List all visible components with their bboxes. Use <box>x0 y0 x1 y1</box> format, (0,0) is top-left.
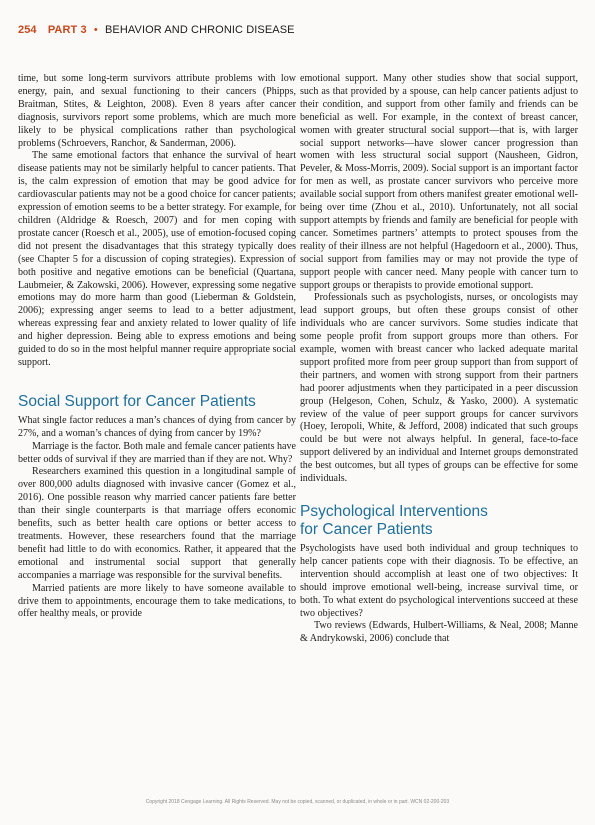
paragraph: What single factor reduces a man’s chances of dying from cancer by 27%, and a woman’s chances of dying from cancer by 19%? <box>18 414 296 439</box>
paragraph: Researchers examined this question in a longitudinal sample of over 800,000 adults diagnosed with invasive cancer (Gomez et al., 2016). One possible reason why married cancer patients fare better than their single counterparts is that marriage offers economic benefits, such as better health care options or better access to treatments. However, these researchers found that the marriage benefit had little to do with economics. Rather, it appeared that the emotional and instrumental social support that generally accompanies a marriage was responsible for the survival benefits. <box>18 466 296 581</box>
part-label: PART 3 <box>47 24 87 36</box>
section-heading-social-support: Social Support for Cancer Patients <box>18 392 256 410</box>
paragraph: Two reviews (Edwards, Hulbert-Williams, & Neal, 2008; Manne & Andrykowski, 2006) conclude that <box>300 620 578 645</box>
running-head <box>18 24 295 36</box>
page-number: 254 <box>18 24 37 36</box>
paragraph: emotional support. Many other studies show that social support, such as that provided by a spouse, can help cancer patients adjust to their condition, and support from other family and friends can be beneficial as well. For example, in the context of breast cancer, women with greater structural social support—that is, with larger social support networks—have slower cancer progression than women with less structural social support (Nausheen, Gidron, Peveler, & Moss-Morris, 2009). Social support is an important factor for men as well, as prostate cancer survivors who perceive more available social support from others manifest greater emotional well-being over time (Zhou et al., 2010). Unfortunately, not all social support attempts by friends and family are beneficial for people with cancer. Sometimes partners’ attempts to protect spouses from the reality of their illness are not helpful (Hagedoorn et al., 2000). Thus, social support from families may or may not provide the type of support people with cancer need. Many people with cancer turn to support groups or therapists to provide emotional support. <box>300 73 578 291</box>
paragraph: Married patients are more likely to have someone available to drive them to appointments, encourage them to take medications, to offer healthy meals, or provide <box>18 582 296 620</box>
section-heading-psychological-interventions: Psychological Interventions for Cancer Patients <box>300 503 488 538</box>
paragraph: Psychologists have used both individual and group techniques to help cancer patients cope with their diagnosis. To be effective, an intervention should accomplish at least one of two objectives: It should improve emotional well-being, increase survival time, or both. To what extent do psychological interventions succeed at these two objectives? <box>300 543 578 619</box>
paragraph: Professionals such as psychologists, nurses, or oncologists may lead support groups, but often these groups consist of other individuals who are cancer survivors. Some studies indicate that some people profit from support groups more than others. For example, women with breast cancer who lacked adequate marital support profited more from peer group support than from support of their partners, and women with strong support from their partners had poorer adjustments when they participated in a peer discussion group (Helgeson, Cohen, Schulz, & Yasko, 2000). A systematic review of the value of peer support groups for cancer survivors (Hoey, Ieropoli, White, & Jefford, 2008) indicated that such groups could be but were not always helpful. In general, face-to-face support delivered by an individual and Internet groups demonstrated the best outcomes, but all types of groups can be effective for some individuals. <box>300 292 578 485</box>
paragraph: time, but some long-term survivors attribute problems with low energy, pain, and sexual functioning to their cancers (Phipps, Braitman, Stites, & Leighton, 2008). Even 8 years after cancer diagnosis, survivors report some problems, which are much more likely to be physical complications rather than psychological problems (Schroevers, Ranchor, & Sanderman, 2006). <box>18 73 296 149</box>
paragraph: The same emotional factors that enhance the survival of heart disease patients may not be similarly helpful to cancer patients. That is, the calm expression of emotion that may be good advice for cardiovascular patients may not be a good choice for cancer patients; expression of emotion seems to be a better strategy. For example, for children (Aldridge & Roesch, 2007) and for men coping with prostate cancer (Roesch et al., 2005), use of emotion-focused coping did not present the disadvantages that this strategy typically does (see Chapter 5 for a discussion of coping strategies). Expression of both positive and negative emotions can be beneficial (Quartana, Laubmeier, & Zakowski, 2006). However, expressing some negative emotions may do more harm than good (Lieberman & Goldstein, 2006); expressing anger seems to lead to a better adjustment, whereas expressing fear and anxiety related to lower quality of life and higher depression. Being able to express emotions and being guided to do so in the most helpful manner require appropriate social support. <box>18 150 296 368</box>
left-column <box>18 73 296 621</box>
copyright-footer: Copyright 2018 Cengage Learning. All Rights Reserved. May not be copied, scanned, or duplicated, in whole or in part. WCN 02-200-203 <box>145 799 450 805</box>
paragraph: Marriage is the factor. Both male and female cancer patients have better odds of survival if they are married than if they are not. Why? <box>18 440 296 465</box>
chapter-title: BEHAVIOR AND CHRONIC DISEASE <box>104 24 295 36</box>
bullet-separator: • <box>93 24 98 36</box>
right-column <box>300 73 578 646</box>
